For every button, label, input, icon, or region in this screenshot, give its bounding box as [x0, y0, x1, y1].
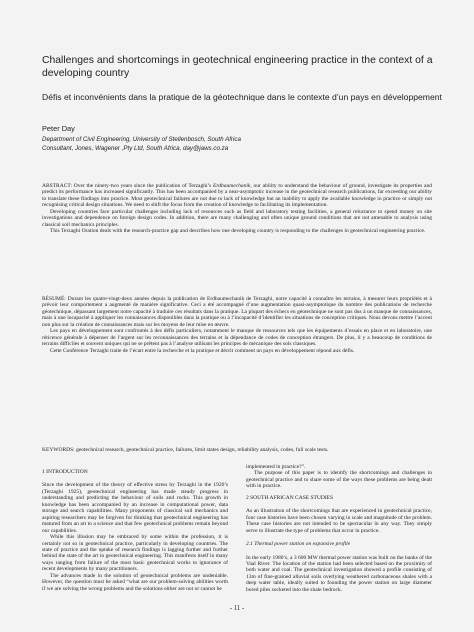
body-paragraph: The purpose of this paper is to identify the shortcomings and challenges in geotechnical practice and to share some of the ways these problems are being dealt with in practice.	[246, 470, 432, 490]
right-column	[246, 464, 432, 593]
paper-subtitle-french: Défis et inconvénients dans la pratique de la géotechnique dans le contexte d’un pays en développement	[42, 92, 442, 102]
author-affiliation: Consultant, Jones, Wagener ,Pty Ltd, South Africa, day@jaws.co.za	[42, 145, 229, 152]
keywords: KEYWORDS: geotechnical research, geotechnical practice, failures, limit states design, reliability analysis, codes, full scale tests.	[42, 447, 329, 453]
abstract-paragraph: ABSTRACT: Over the ninety-two years since the publication of Terzaghi’s Erdbaumechanik, our ability to understand the behaviour of ground, investigate its properties and predict its performance has increased significantly. This has been accompanied by a near-asymptotic increase in the geotechnical research publications, far exceeding our ability to translate these findings into practice. Most geotechnical failures are not due to lack of knowledge but an inability to apply the available knowledge in practice or simply not recognising critical design situations. We need to shift the focus from the creation of knowledge to facilitating its implementation.	[42, 183, 432, 209]
resume	[42, 296, 432, 354]
page-number: - 11 -	[229, 605, 245, 612]
author-affiliation: Department of Civil Engineering, University of Stellenbosch, South Africa	[42, 136, 241, 143]
body-paragraph: The advances made in the solution of geotechnical problems are undeniable. However, the question must be asked “what are our problem-solving abilities worth if we are solving the wrong problems and the solutions either are not or cannot be	[42, 572, 228, 592]
abstract	[42, 183, 432, 235]
left-column	[42, 464, 228, 592]
abstract-paragraph: This Terzaghi Oration deals with the research-practice gap and describes how one developing country is responding to the challenges in geotechnical engineering practice.	[50, 228, 426, 235]
section-heading-introduction: 1 INTRODUCTION	[42, 469, 88, 475]
body-paragraph: implemented in practice?”.	[246, 464, 306, 470]
resume-paragraph: Les pays en développement sont confrontés à des défis particuliers, notamment le manque de ressources tels que les équipements d’essais en place et en laboratoire, une réticence générale à dépenser de l’argent sur les reconnaissances des terrains et la dépendance de codes de conception étrangers. De plus, il y a beaucoup de conditions de terrains difficiles et souvent uniques qui ne se prêtent pas à l’analyse utilisant les principes de mécanique des sols classiques.	[42, 328, 432, 348]
body-paragraph: While this illusion may be embraced by some within the profession, it is certainly not so in geotechnical practice, particularly in developing countries. The state of practice and the uptake of research findings is lagging further and further behind the state of the art in geotechnical engineering. This manifests itself in many ways ranging from failure of the most basic geotechnical works to ignorance of recent developments by many practitioners.	[42, 534, 228, 573]
section-heading-case-studies: 2 SOUTH AFRICAN CASE STUDIES	[246, 494, 334, 501]
body-paragraph: In the early 1980’s, a 3 600 MW thermal power station was built on the banks of the Vaal River. The location of the station had been selected based on the proximity of both water and coal. The geotechnical investigation showed a profile consisting of 13m of fine-grained alluvial soils overlying weathered carbonaceous shales with a deep water table, ideally suited to founding the power station on large diameter bored piles socketed into the shale bedrock.	[246, 554, 432, 593]
resume-paragraph: Cette Conférence Terzaghi traite de l’écart entre la recherche et la pratique et décrit comment un pays en développement répond aux défis.	[50, 347, 355, 354]
resume-paragraph: RÉSUMÉ: Durant les quatre-vingt-deux années depuis la publication de Erdbaumechanik de Terzaghi, notre capacité à connaître les terrains, à mesurer leurs propriétés et à prévoir leur comportement a augmenté de manière significative. Ceci a été accompagné d’une augmentation quasi-asymptotique du nombre des publications de recherche géotechnique, dépassant largement notre capacité à traduire ces résultats dans la pratique. La plupart des échecs en géotechnique ne sont pas dus à un manque de connaissances, mais à une incapacité à appliquer les connaissances disponibles dans la pratique ou à l’incapacité d’identifier les situations de conception critiques. Nous devons mettre l’accent non plus sur la création de connaissances mais sur les moyens de leur mise en œuvre.	[42, 296, 432, 328]
body-paragraph: As an illustration of the shortcomings that are experienced in geotechnical practice, four case histories have been chosen varying in scale and magnitude of the problem. These case histories are not intended to be spectacular in any way. They simply serve to illustrate the type of problems that occur in practice.	[246, 508, 432, 534]
subsection-heading: 2.1 Thermal power station on expansive profile	[246, 541, 351, 548]
author-name: Peter Day	[42, 124, 75, 133]
abstract-paragraph: Developing countries face particular challenges including lack of resources such as field and laboratory testing facilities, a general reluctance to spend money on site investigations and dependence on foreign design codes. In addition, there are many challenging and often unique ground conditions that are not amenable to analysis using classical soil mechanics principles.	[42, 208, 432, 228]
body-paragraph: Since the development of the theory of effective stress by Terzaghi in the 1920’s (Terzaghi 1925), geotechnical engineering has made steady progress in understanding and predicting the behaviour of soils and rocks. This growth in knowledge has been accompanied by an increase in computational power, data storage and search capabilities. Many proponents of classical soil mechanics and aspiring researchers may be forgiven for thinking that geotechnical engineering has matured from an art to a science and that few geotechnical problems remain beyond our capabilities.	[42, 482, 228, 534]
paper-title: Challenges and shortcomings in geotechnical engineering practice in the context of a developing country	[42, 55, 433, 79]
